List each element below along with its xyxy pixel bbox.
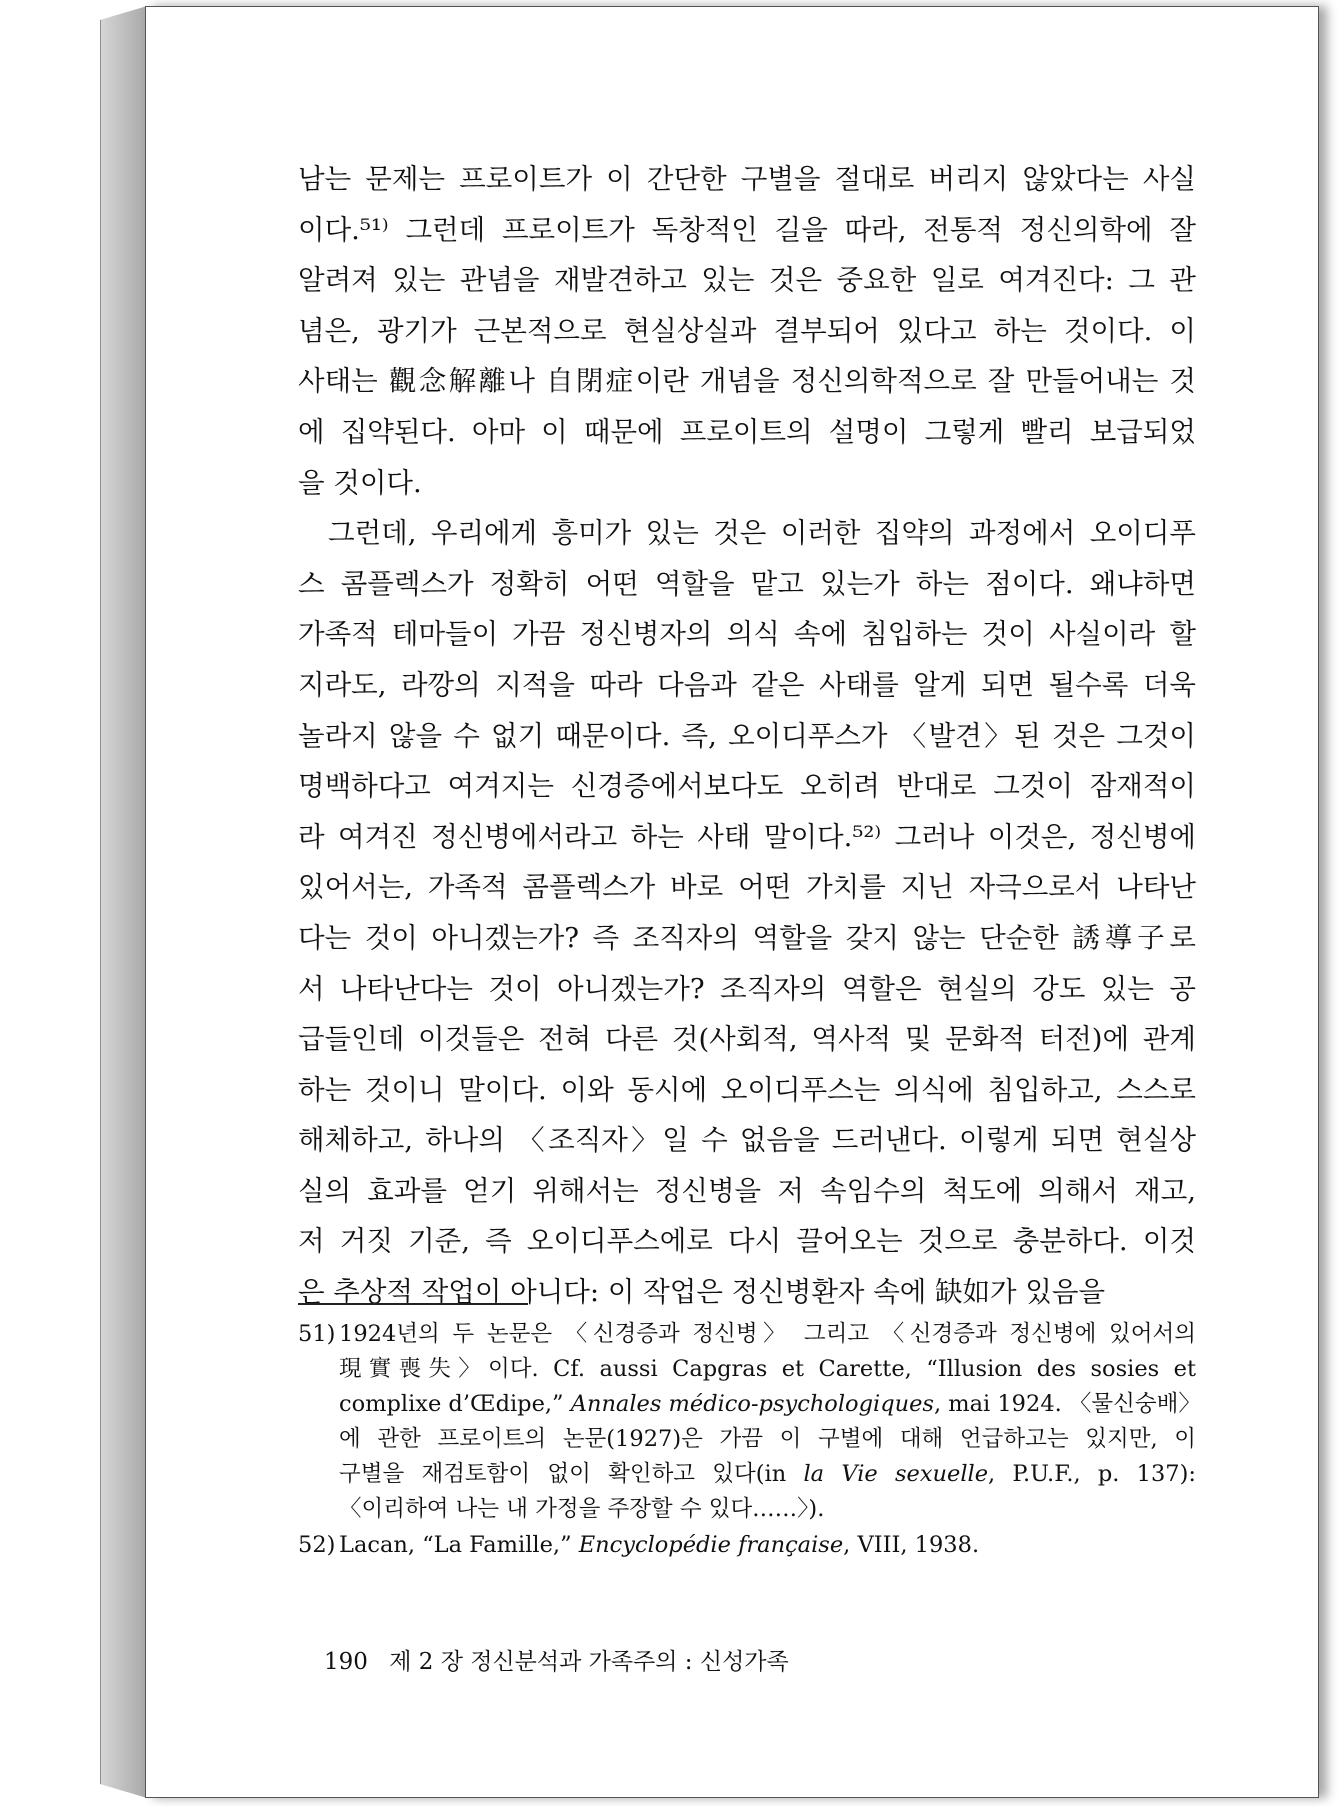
chapter-title: 제 2 장 정신분석과 가족주의 : 신성가족 <box>389 1649 789 1675</box>
text-line: 하는 것이니 말이다. 이와 동시에 오이디푸스는 의식에 침입하고, 스스로 <box>298 1073 1196 1106</box>
text-line: 념은, 광기가 근본적으로 현실상실과 결부되어 있다고 하는 것이다. 이 <box>298 314 1196 347</box>
footnote-51 <box>298 1317 1201 1527</box>
footnote-51-line: 에 관한 프로이트의 논문(1927)은 가끔 이 구별에 대해 언급하고는 있지만, 이 <box>339 1426 1196 1452</box>
running-footer <box>324 1643 789 1676</box>
footnote-51-text: , mai 1924. 〈물신숭배〉 <box>933 1391 1201 1417</box>
footnote-52-text: , VIII, 1938. <box>843 1532 980 1558</box>
footnote-51-journal-title: Annales médico-psychologiques <box>570 1391 934 1417</box>
text-line: 실의 효과를 얻기 위해서는 정신병을 저 속임수의 척도에 의해서 재고, <box>298 1174 1196 1207</box>
text-line: 서 나타난다는 것이 아니겠는가? 조직자의 역할은 현실의 강도 있는 공 <box>298 972 1196 1005</box>
footnote-52-line <box>339 1528 1196 1563</box>
text-line: 명백하다고 여겨지는 신경증에서보다도 오히려 반대로 그것이 잠재적이 <box>298 770 1196 803</box>
text-line: 지라도, 라깡의 지적을 따라 다음과 같은 사태를 알게 되면 될수록 더욱 <box>298 668 1196 701</box>
text-line: 사태는 觀念解離나 自閉症이란 개념을 정신의학적으로 잘 만들어내는 것 <box>298 365 1196 398</box>
footnote-51-line <box>339 1457 1196 1492</box>
text-line: 에 집약된다. 아마 이 때문에 프로이트의 설명이 그렇게 빨리 보급되었 <box>298 415 1196 448</box>
text-line: 해체하고, 하나의 〈조직자〉일 수 없음을 드러낸다. 이렇게 되면 현실상 <box>298 1124 1196 1157</box>
footnotes <box>298 1317 1201 1563</box>
text-line: 다는 것이 아니겠는가? 즉 조직자의 역할을 갖지 않는 단순한 誘導子로 <box>298 921 1196 954</box>
book-spine <box>100 6 147 1798</box>
text-line: 은 추상적 작업이 아니다: 이 작업은 정신병환자 속에 缺如가 있음을 <box>298 1276 1106 1309</box>
footnote-52-number: 52) <box>298 1532 336 1558</box>
text-line: 을 것이다. <box>298 466 422 499</box>
text-line: 가족적 테마들이 가끔 정신병자의 의식 속에 침입하는 것이 사실이라 할 <box>298 618 1196 651</box>
paragraph-2 <box>298 508 1196 1318</box>
book-page <box>145 6 1319 1798</box>
footnote-51-book-title: la Vie sexuelle <box>803 1461 989 1487</box>
footnote-52 <box>298 1528 1196 1563</box>
footnote-51-text: complixe d’Œdipe,” <box>339 1391 571 1417</box>
footnote-52-text: Lacan, “La Famille,” <box>339 1532 579 1558</box>
text-line: 라 여겨진 정신병에서라고 하는 사태 말이다.⁵²⁾ 그러나 이것은, 정신병에 <box>298 820 1196 853</box>
text-line: 남는 문제는 프로이트가 이 간단한 구별을 절대로 버리지 않았다는 사실 <box>298 163 1196 195</box>
body-text <box>298 154 1196 1318</box>
footnote-rule <box>298 1303 528 1305</box>
text-line: 있어서는, 가족적 콤플렉스가 바로 어떤 가치를 지닌 자극으로서 나타난 <box>298 871 1196 904</box>
text-line: 알려져 있는 관념을 재발견하고 있는 것은 중요한 일로 여겨진다: 그 관 <box>298 264 1196 297</box>
footnote-51-text: , P.U.F., p. 137): <box>988 1461 1196 1487</box>
text-line: 놀라지 않을 수 없기 때문이다. 즉, 오이디푸스가 〈발견〉된 것은 그것이 <box>298 719 1196 752</box>
footnote-51-line: 〈이리하여 나는 내 가정을 주장할 수 있다……〉). <box>339 1496 825 1522</box>
footnote-51-text: 구별을 재검토함이 없이 확인하고 있다(in <box>339 1461 804 1487</box>
text-line: 급들인데 이것들은 전혀 다른 것(사회적, 역사적 및 문화적 터전)에 관계 <box>298 1023 1196 1056</box>
text-line: 그런데, 우리에게 흥미가 있는 것은 이러한 집약의 과정에서 오이디푸 <box>328 517 1196 550</box>
footnote-51-line <box>339 1387 1201 1422</box>
footnote-52-encyclopedia-title: Encyclopédie française <box>578 1532 844 1558</box>
text-line: 저 거짓 기준, 즉 오이디푸스에로 다시 끌어오는 것으로 충분하다. 이것 <box>298 1225 1196 1258</box>
footnote-51-line: 現實喪失〉이다. Cf. aussi Capgras et Carette, “Illusion des sosies et <box>339 1356 1196 1382</box>
page-number: 190 <box>324 1649 368 1675</box>
text-line: 스 콤플렉스가 정확히 어떤 역할을 맡고 있는가 하는 점이다. 왜냐하면 <box>298 567 1196 600</box>
footnote-51-number: 51) <box>298 1321 336 1347</box>
paragraph-1 <box>298 154 1196 508</box>
text-line: 이다.⁵¹⁾ 그런데 프로이트가 독창적인 길을 따라, 전통적 정신의학에 잘 <box>298 213 1196 246</box>
footnote-51-line: 1924년의 두 논문은 〈신경증과 정신병〉 그리고 〈신경증과 정신병에 있어서의 <box>339 1321 1196 1347</box>
